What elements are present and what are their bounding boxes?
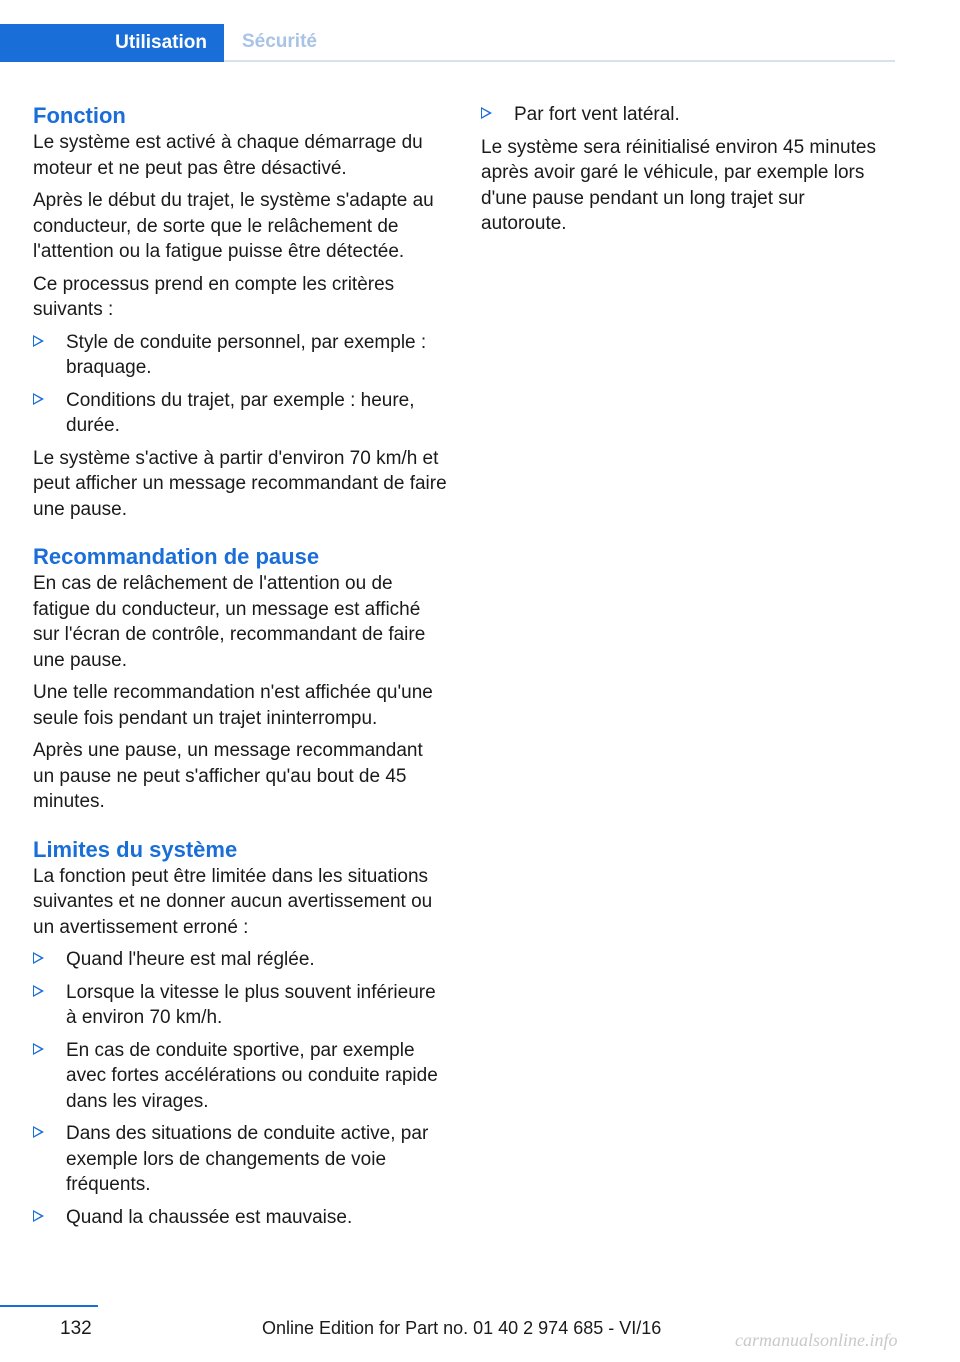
list-item	[481, 102, 895, 128]
paragraph: Le système est activé à chaque démarrage du moteur et ne peut pas être désactivé.	[33, 132, 423, 179]
list-item-text: Style de conduite personnel, par exemple : braquage.	[66, 331, 427, 378]
triangle-bullet-icon	[33, 985, 44, 997]
edition-note: Online Edition for Part no. 01 40 2 974 685 - VI/16	[262, 1318, 662, 1338]
triangle-bullet-icon	[33, 335, 44, 347]
triangle-bullet-icon	[33, 952, 44, 964]
triangle-bullet-icon	[33, 1210, 44, 1222]
triangle-bullet-icon	[33, 1126, 44, 1138]
section-title-pause: Recommandation de pause	[33, 544, 320, 569]
criteria-list	[33, 330, 447, 439]
triangle-bullet-icon	[33, 1043, 44, 1055]
list-item	[33, 1205, 447, 1231]
triangle-bullet-icon	[481, 107, 492, 119]
list-item	[33, 330, 447, 381]
list-item-text: En cas de conduite sportive, par exemple avec fortes accélérations ou conduite rapide dans les virages.	[66, 1039, 438, 1112]
footer-rule	[0, 1305, 98, 1307]
right-column	[481, 102, 895, 244]
list-item-text: Dans des situations de conduite active, par exemple lors de changements de voie fréquents.	[66, 1123, 429, 1195]
paragraph: Le système s'active à partir d'environ 70 km/h et peut afficher un message recommandant de faire une pause.	[33, 447, 447, 520]
section-title-limites: Limites du système	[33, 836, 238, 862]
tab-securite[interactable]: Sécurité	[242, 31, 317, 52]
list-item	[33, 1038, 447, 1115]
paragraph: Après une pause, un message recommandant un pause ne peut s'afficher qu'au bout de 45 minutes.	[33, 740, 423, 812]
paragraph: La fonction peut être limitée dans les situations suivantes et ne donner aucun avertissement ou un avertissement erroné :	[33, 865, 433, 938]
list-item-text: Conditions du trajet, par exemple : heure, durée.	[66, 389, 415, 436]
paragraph: Le système sera réinitialisé environ 45 minutes après avoir garé le véhicule, par exemple lors d'une pause pendant un long trajet sur autoroute.	[481, 136, 876, 234]
left-column	[33, 102, 447, 1237]
paragraph: Une telle recommandation n'est affichée qu'une seule fois pendant un trajet ininterrompu.	[33, 682, 433, 729]
section-title-fonction: Fonction	[33, 103, 126, 128]
paragraph: Après le début du trajet, le système s'adapte au conducteur, de sorte que le relâchement de l'attention ou la fatigue puisse être détectée.	[33, 190, 434, 262]
list-item-text: Par fort vent latéral.	[514, 104, 680, 125]
limits-list-continued	[481, 102, 895, 128]
list-item	[33, 947, 447, 973]
list-item-text: Quand l'heure est mal réglée.	[66, 949, 315, 970]
list-item	[33, 388, 447, 439]
limits-list	[33, 947, 447, 1230]
triangle-bullet-icon	[33, 393, 44, 405]
tab-utilisation[interactable]: Utilisation	[0, 24, 224, 62]
page-header	[0, 24, 895, 62]
paragraph: En cas de relâchement de l'attention ou de fatigue du conducteur, un message est affiché sur l'écran de contrôle, recommandant de faire une pause.	[33, 573, 426, 671]
paragraph: Ce processus prend en compte les critères suivants :	[33, 273, 395, 320]
list-item	[33, 1121, 447, 1198]
page-number: 132	[60, 1318, 92, 1339]
list-item-text: Lorsque la vitesse le plus souvent inférieure à environ 70 km/h.	[66, 981, 436, 1028]
watermark-logo: carmanualsonline.info	[735, 1330, 898, 1350]
list-item	[33, 980, 447, 1031]
list-item-text: Quand la chaussée est mauvaise.	[66, 1206, 353, 1228]
